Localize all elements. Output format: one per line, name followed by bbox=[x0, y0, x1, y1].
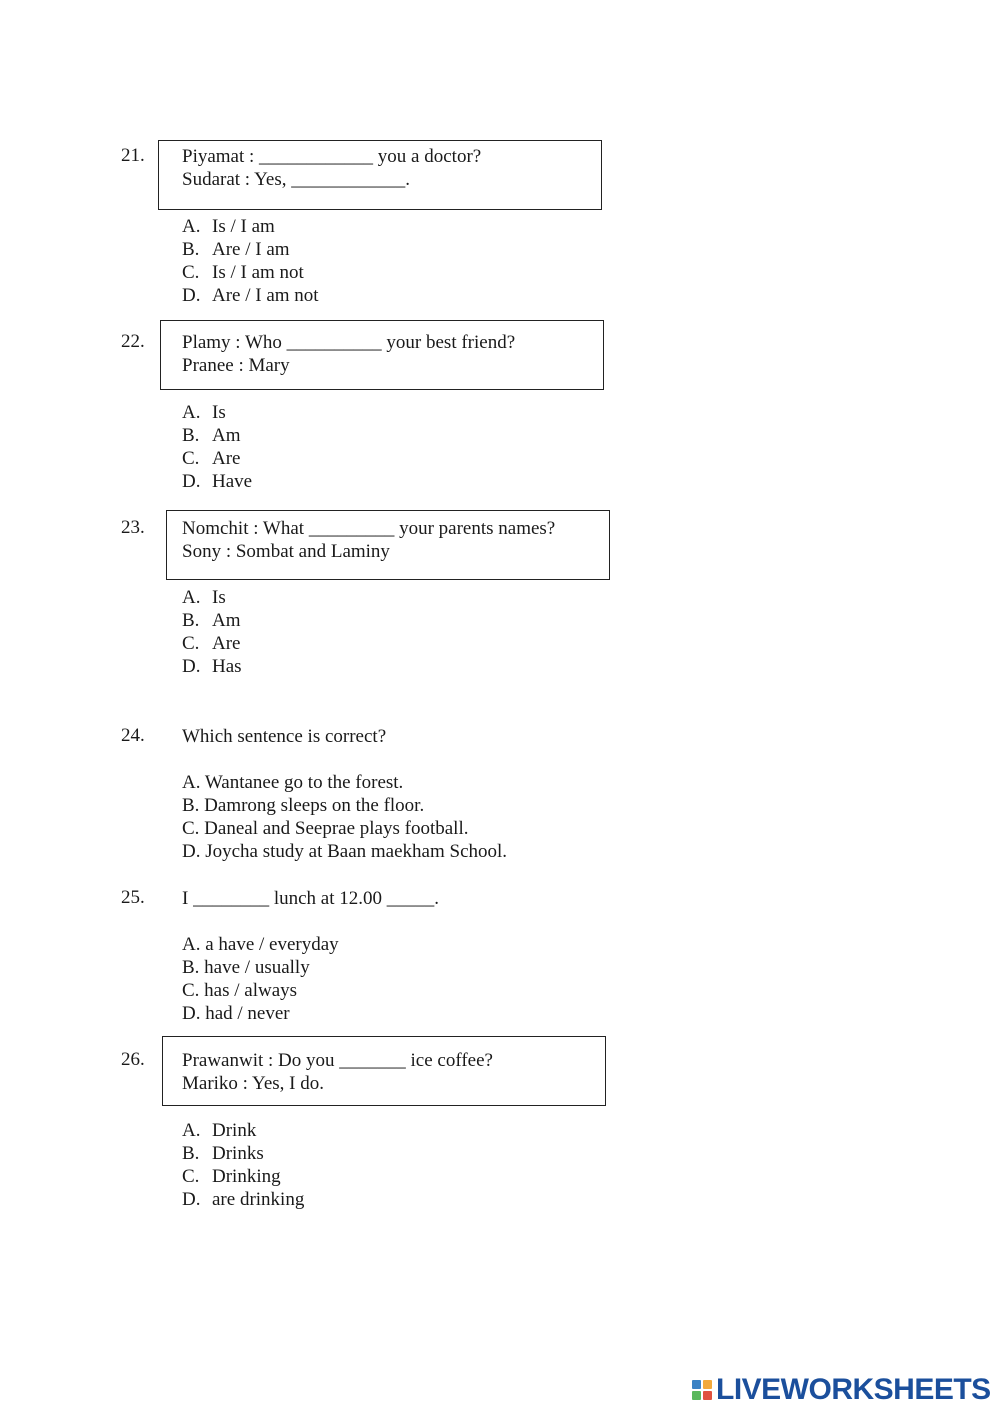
answer-option-d[interactable]: D. Has bbox=[182, 656, 242, 677]
logo-mark-square bbox=[692, 1391, 701, 1400]
question-number: 25. bbox=[121, 887, 145, 908]
answer-option-b[interactable]: B. Damrong sleeps on the floor. bbox=[182, 795, 425, 816]
answer-option-b[interactable]: B. Am bbox=[182, 425, 241, 446]
logo-mark-square bbox=[692, 1380, 701, 1389]
answer-option-b[interactable]: B. have / usually bbox=[182, 957, 310, 978]
dialogue-line: Prawanwit : Do you _______ ice coffee? bbox=[182, 1050, 493, 1071]
answer-option-b[interactable]: B. Am bbox=[182, 610, 241, 631]
question-number: 24. bbox=[121, 725, 145, 746]
answer-option-a[interactable]: A. Is bbox=[182, 587, 226, 608]
question-prompt: I ________ lunch at 12.00 _____. bbox=[182, 888, 440, 909]
question-number: 22. bbox=[121, 331, 145, 352]
answer-option-a[interactable]: A. a have / everyday bbox=[182, 934, 339, 955]
answer-option-a[interactable]: A. Wantanee go to the forest. bbox=[182, 772, 404, 793]
question-number: 21. bbox=[121, 145, 145, 166]
logo-text: LIVEWORKSHEETS bbox=[716, 1373, 991, 1406]
dialogue-line: Piyamat : ____________ you a doctor? bbox=[182, 146, 482, 167]
dialogue-line: Sudarat : Yes, ____________. bbox=[182, 169, 411, 190]
answer-option-d[interactable]: D. are drinking bbox=[182, 1189, 305, 1210]
answer-option-c[interactable]: C. Daneal and Seeprae plays football. bbox=[182, 818, 469, 839]
answer-option-d[interactable]: D. had / never bbox=[182, 1003, 290, 1024]
answer-option-c[interactable]: C. Is / I am not bbox=[182, 262, 304, 283]
liveworksheets-logo[interactable] bbox=[692, 1374, 991, 1406]
answer-option-c[interactable]: C. Are bbox=[182, 633, 241, 654]
answer-option-a[interactable]: A. Drink bbox=[182, 1120, 257, 1141]
dialogue-line: Pranee : Mary bbox=[182, 355, 290, 376]
logo-mark-square bbox=[703, 1380, 712, 1389]
answer-option-a[interactable]: A. Is / I am bbox=[182, 216, 275, 237]
question-number: 23. bbox=[121, 517, 145, 538]
answer-option-b[interactable]: B. Drinks bbox=[182, 1143, 264, 1164]
dialogue-line: Mariko : Yes, I do. bbox=[182, 1073, 324, 1094]
question-number: 26. bbox=[121, 1049, 145, 1070]
dialogue-line: Sony : Sombat and Laminy bbox=[182, 541, 390, 562]
answer-option-c[interactable]: C. Drinking bbox=[182, 1166, 281, 1187]
answer-option-d[interactable]: D. Have bbox=[182, 471, 253, 492]
question-prompt: Which sentence is correct? bbox=[182, 726, 387, 747]
liveworksheets-logo-icon bbox=[692, 1380, 712, 1400]
answer-option-c[interactable]: C. has / always bbox=[182, 980, 298, 1001]
dialogue-line: Nomchit : What _________ your parents names? bbox=[182, 518, 556, 539]
dialogue-line: Plamy : Who __________ your best friend? bbox=[182, 332, 516, 353]
answer-option-b[interactable]: B. Are / I am bbox=[182, 239, 290, 260]
answer-option-d[interactable]: D. Are / I am not bbox=[182, 285, 319, 306]
answer-option-c[interactable]: C. Are bbox=[182, 448, 241, 469]
answer-option-a[interactable]: A. Is bbox=[182, 402, 226, 423]
logo-mark-square bbox=[703, 1391, 712, 1400]
answer-option-d[interactable]: D. Joycha study at Baan maekham School. bbox=[182, 841, 508, 862]
